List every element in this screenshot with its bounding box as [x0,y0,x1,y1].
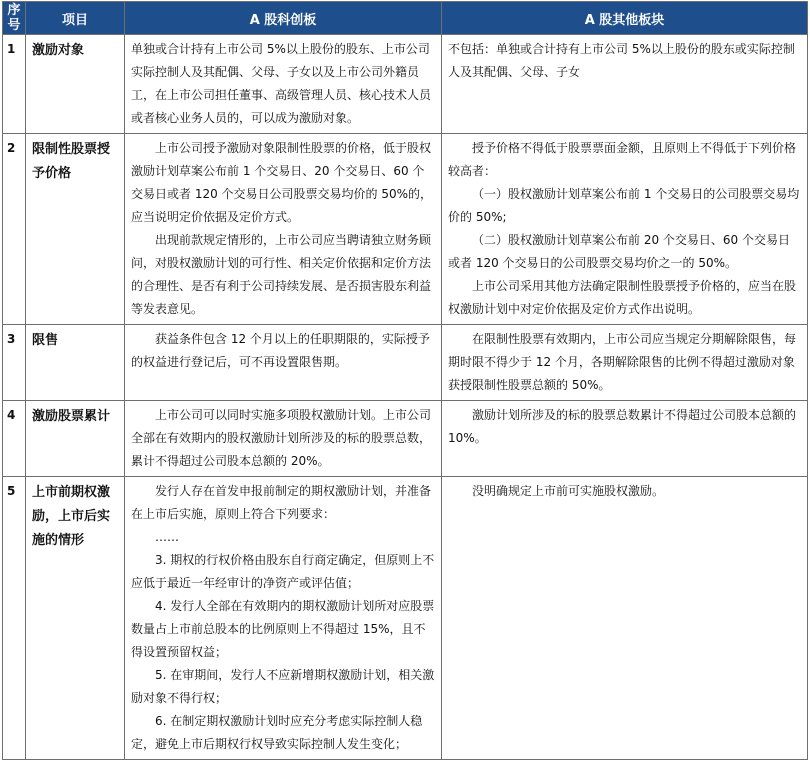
comparison-table [2,1,808,760]
star-market-cell [125,477,442,760]
cell-paragraph: …… [155,530,179,544]
cell-paragraph: 出现前款规定情形的，上市公司应当聘请独立财务顾问，对股权激励计划的可行性、相关定价依据和定价方法的合理性、是否有利于公司持续发展、是否损害股东利益等发表意见。 [131,233,432,316]
header-no: 序号 [3,2,26,35]
row-item: 限售 [26,325,125,401]
other-boards-cell [442,325,808,401]
cell-paragraph: 上市公司可以同时实施多项股权激励计划。上市公司全部在有效期内的股权激励计划所涉及的标的股票总数，累计不得超过公司股本总额的 20%。 [131,408,432,468]
table-row [3,477,808,760]
cell-paragraph: 激励计划所涉及的标的股票总数累计不得超过公司股本总额的 10%。 [448,408,797,445]
cell-paragraph: 在限制性股票有效期内，上市公司应当规定分期解除限售，每期时限不得少于 12 个月，各期解除限售的比例不得超过激励对象获授限制性股票总额的 50%。 [448,332,797,392]
star-market-cell [125,401,442,477]
cell-paragraph: 没明确规定上市前可实施股权激励。 [472,484,665,498]
cell-paragraph: （二）股权激励计划草案公布前 20 个交易日、60 个交易日或者 120 个交易日的公司股票交易均价之一的 50%。 [448,233,790,270]
row-item: 上市前期权激励，上市后实施的情形 [26,477,125,760]
cell-paragraph: 授予价格不得低于股票票面金额，且原则上不得低于下列价格较高者： [448,141,797,178]
row-number: 3 [3,325,26,401]
cell-paragraph: 单独或合计持有上市公司 5%以上股份的股东、上市公司实际控制人及其配偶、父母、子女以及上市公司外籍员工，在上市公司担任董事、高级管理人员、核心技术人员或者核心业务人员的，可以成为激励对象。 [131,42,432,125]
star-market-cell [125,325,442,401]
header-other-boards: A 股其他板块 [442,2,808,35]
cell-paragraph: 不包括：单独或合计持有上市公司 5%以上股份的股东或实际控制人及其配偶、父母、子女 [448,42,795,79]
row-number: 4 [3,401,26,477]
table-row [3,134,808,325]
other-boards-cell [442,35,808,134]
header-row [3,2,808,35]
star-market-cell [125,35,442,134]
table-row [3,401,808,477]
cell-paragraph: 上市公司授予激励对象限制性股票的价格，低于股权激励计划草案公布前 1 个交易日、20 个交易日、60 个交易日或者 120 个交易日公司股票交易均价的 50%的，应当说明定价依据及定价方式。 [131,141,433,224]
header-star-market: A 股科创板 [125,2,442,35]
row-number: 1 [3,35,26,134]
table-row [3,35,808,134]
other-boards-cell [442,401,808,477]
table-row [3,325,808,401]
other-boards-cell [442,134,808,325]
row-number: 5 [3,477,26,760]
row-item: 激励对象 [26,35,125,134]
row-item: 激励股票累计 [26,401,125,477]
cell-paragraph: 发行人存在首发申报前制定的期权激励计划，并准备在上市后实施，原则上符合下列要求： [131,484,432,521]
row-item: 限制性股票授予价格 [26,134,125,325]
cell-paragraph: 3. 期权的行权价格由股东自行商定确定，但原则上不应低于最近一年经审计的净资产或评估值； [131,553,435,590]
cell-paragraph: 4. 发行人全部在有效期内的期权激励计划所对应股票数量占上市前总股本的比例原则上不得超过 15%，且不得设置预留权益； [131,599,435,659]
cell-paragraph: 6. 在制定期权激励计划时应充分考虑实际控制人稳定，避免上市后期权行权导致实际控制人发生变化； [131,714,423,751]
cell-paragraph: 上市公司采用其他方法确定限制性股票授予价格的，应当在股权激励计划中对定价依据及定价方式作出说明。 [448,279,797,316]
star-market-cell [125,134,442,325]
other-boards-cell [442,477,808,760]
cell-paragraph: 5. 在审期间，发行人不应新增期权激励计划，相关激励对象不得行权； [131,668,435,705]
header-item: 项目 [26,2,125,35]
cell-paragraph: （一）股权激励计划草案公布前 1 个交易日的公司股票交易均价的 50%; [448,187,800,224]
row-number: 2 [3,134,26,325]
cell-paragraph: 获益条件包含 12 个月以上的任职期限的，实际授予的权益进行登记后，可不再设置限售期。 [131,332,430,369]
